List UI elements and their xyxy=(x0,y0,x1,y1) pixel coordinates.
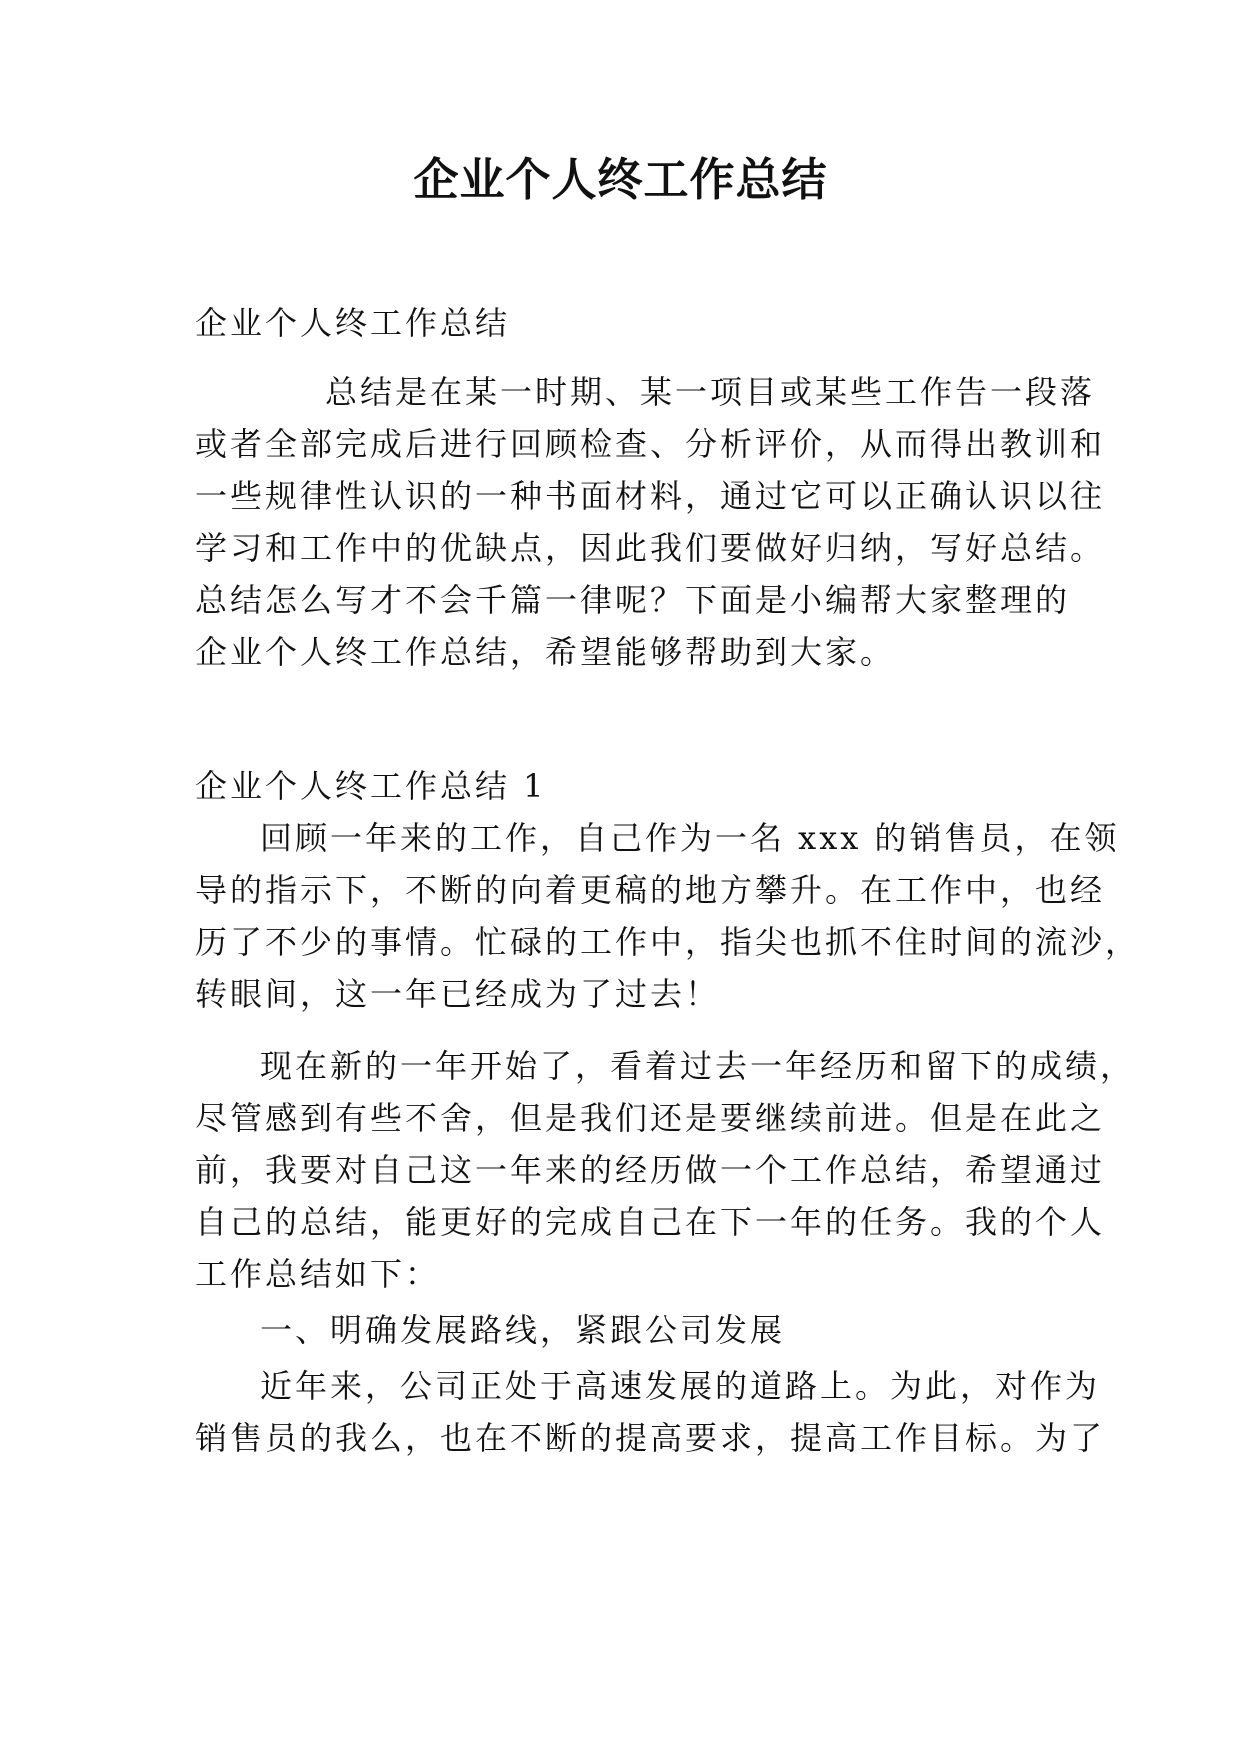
intro-line-2: 或者全部完成后进行回顾检查、分析评价，从而得出教训和 xyxy=(195,425,1106,463)
body-line-9: 工作总结如下： xyxy=(195,1255,441,1293)
body-line-11: 近年来，公司正处于高速发展的道路上。为此，对作为 xyxy=(260,1367,1101,1405)
document-title: 企业个人终工作总结 xyxy=(413,153,828,206)
body-line-1: 回顾一年来的工作，自己作为一名 xxx 的销售员，在领 xyxy=(260,819,1120,857)
body-line-8: 自己的总结，能更好的完成自己在下一年的任务。我的个人 xyxy=(195,1203,1106,1241)
document-subtitle: 企业个人终工作总结 xyxy=(195,304,511,342)
body-line-3: 历了不少的事情。忙碌的工作中，指尖也抓不住时间的流沙， xyxy=(195,923,1141,961)
section-subheading: 一、明确发展路线，紧跟公司发展 xyxy=(260,1311,786,1349)
body-line-12: 销售员的我么，也在不断的提高要求，提高工作目标。为了 xyxy=(195,1419,1106,1457)
section-heading: 企业个人终工作总结 1 xyxy=(195,767,547,805)
body-line-6: 尽管感到有些不舍，但是我们还是要继续前进。但是在此之 xyxy=(195,1099,1106,1137)
intro-line-1: 总结是在某一时期、某一项目或某些工作告一段落 xyxy=(325,373,1096,411)
body-line-4: 转眼间，这一年已经成为了过去！ xyxy=(195,975,721,1013)
intro-line-4: 学习和工作中的优缺点，因此我们要做好归纳，写好总结。 xyxy=(195,529,1106,567)
body-line-5: 现在新的一年开始了，看着过去一年经历和留下的成绩， xyxy=(260,1047,1136,1085)
body-line-2: 导的指示下，不断的向着更稿的地方攀升。在工作中，也经 xyxy=(195,871,1106,909)
intro-line-6: 企业个人终工作总结，希望能够帮助到大家。 xyxy=(195,633,896,671)
intro-line-3: 一些规律性认识的一种书面材料，通过它可以正确认识以往 xyxy=(195,477,1106,515)
body-line-7: 前，我要对自己这一年来的经历做一个工作总结，希望通过 xyxy=(195,1151,1106,1189)
intro-line-5: 总结怎么写才不会千篇一律呢？下面是小编帮大家整理的 xyxy=(195,581,1071,619)
